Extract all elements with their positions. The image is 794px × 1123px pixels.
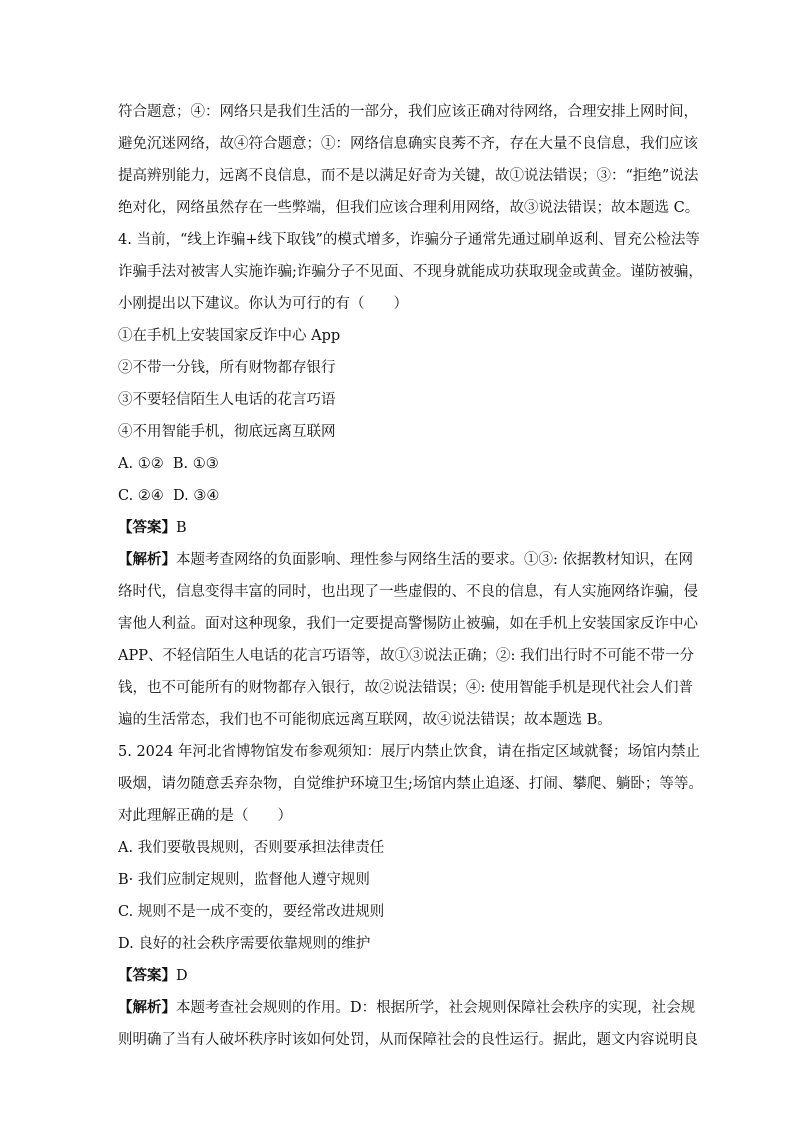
statement-1: ①在手机上安装国家反诈中心 App: [118, 328, 341, 344]
text-line: APP、不轻信陌生人电话的花言巧语等，故①③说法正确；②: 我们出行时不可能不带一分: [118, 648, 694, 664]
statement-2: ②不带一分钱，所有财物都存银行: [118, 360, 336, 376]
choice-row-ab: A. ①② B. ①③: [118, 456, 219, 472]
analysis-text: 本题考查网络的负面影响、理性参与网络生活的要求。①③: 依据教材知识，在网: [176, 552, 693, 568]
text-line: 遍的生活常态，我们也不可能彻底远离互联网，故④说法错误；故本题选 B。: [118, 712, 612, 728]
question-4-stem: [118, 224, 703, 320]
choice-c: C. 规则不是一成不变的，要经常改进规则: [118, 904, 385, 920]
question-4-analysis: [118, 544, 698, 736]
choice-b: B· 我们应制定规则，监督他人遵守规则: [118, 872, 370, 888]
question-4-answer: [118, 512, 678, 544]
statement-3: ③不要轻信陌生人电话的花言巧语: [118, 392, 336, 408]
text-line: 绝对化，网络虽然存在一些弊端，但我们应该合理利用网络，故③说法错误；故本题选 C。: [118, 200, 700, 216]
text-line: 提高辨别能力，远离不良信息，而不是以满足好奇为关键，故①说法错误；③：“拒绝”说法: [118, 168, 699, 184]
text-line: 钱，也不可能所有的财物都存入银行，故②说法错误；④: 使用智能手机是现代社会人们普: [118, 680, 693, 696]
question-5-stem: [118, 736, 703, 832]
text-line: 络时代，信息变得丰富的同时，也出现了一些虚假的、不良的信息，有人实施网络诈骗，侵: [118, 584, 698, 600]
document-content: [118, 96, 703, 1056]
analysis-label: 【解析】: [118, 999, 176, 1016]
text-line: 5. 2024 年河北省博物馆发布参观须知：展厅内禁止饮食，请在指定区域就餐；场馆内禁止: [118, 744, 700, 760]
text-line: 小刚提出以下建议。你认为可行的有（ ）: [118, 296, 408, 312]
question-5-choices: [118, 832, 678, 960]
text-line: 害他人利益。面对这种现象，我们一定要提高警惕防止被骗，如在手机上安装国家反诈中心: [118, 616, 698, 632]
text-line: 避免沉迷网络，故④符合题意；①：网络信息确实良莠不齐，存在大量不良信息，我们应该: [118, 136, 698, 152]
answer-label: 【答案】: [118, 519, 176, 536]
question-5: [118, 736, 703, 1056]
text-line: [118, 992, 696, 1024]
answer-label: 【答案】: [118, 967, 176, 984]
choice-a: A. 我们要敬畏规则，否则要承担法律责任: [118, 840, 385, 856]
question-4: [118, 224, 703, 736]
question-5-answer: [118, 960, 678, 992]
answer-value: B: [176, 520, 187, 536]
statement-4: ④不用智能手机，彻底远离互联网: [118, 424, 336, 440]
text-line: 则明确了当有人破坏秩序时该如何处罚，从而保障社会的良性运行。据此，题文内容说明良: [118, 1032, 698, 1048]
answer-value: D: [176, 968, 188, 984]
question-4-choices: [118, 448, 678, 512]
analysis-label: 【解析】: [118, 551, 176, 568]
text-line: [118, 544, 693, 576]
text-line: 对此理解正确的是（ ）: [118, 808, 292, 824]
question-5-analysis: [118, 992, 698, 1056]
text-line: 诈骗手法对被害人实施诈骗;诈骗分子不见面、不现身就能成功获取现金或黄金。谨防被骗，: [118, 264, 703, 280]
analysis-text: 本题考查社会规则的作用。D：根据所学，社会规则保障社会秩序的实现，社会规: [176, 1000, 696, 1016]
text-line: 符合题意；④：网络只是我们生活的一部分，我们应该正确对待网络，合理安排上网时间，: [118, 104, 698, 120]
choice-d: D. 良好的社会秩序需要依靠规则的维护: [118, 936, 371, 952]
previous-analysis-continuation: [118, 96, 700, 224]
text-line: 吸烟，请勿随意丢弃杂物，自觉维护环境卫生;场馆内禁止追逐、打闹、攀爬、躺卧；等等。: [118, 776, 703, 792]
text-line: 4. 当前，“线上诈骗+线下取钱”的模式增多，诈骗分子通常先通过刷单返利、冒充公检法等: [118, 232, 700, 248]
question-4-statements: [118, 320, 678, 448]
choice-row-cd: C. ②④ D. ③④: [118, 488, 220, 504]
